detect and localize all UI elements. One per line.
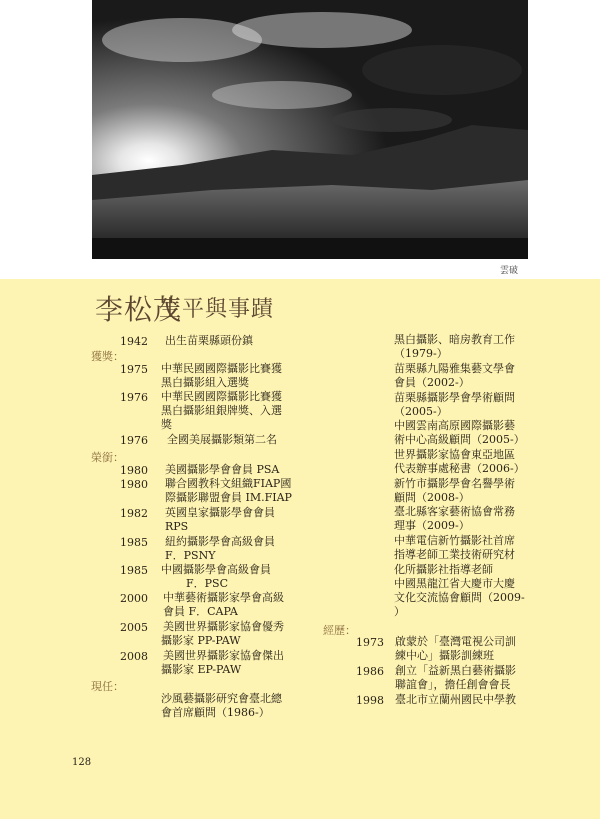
current-cont-line: 代表辦事處秘書（2006-） xyxy=(394,462,525,475)
birth-text: 出生苗栗縣頭份鎮 xyxy=(165,334,253,347)
landscape-photo xyxy=(92,0,528,259)
page-title-subtitle: 生平與事蹟 xyxy=(159,297,275,322)
experience-year: 1973 xyxy=(356,636,384,649)
current-cont-line: 理事（2009-） xyxy=(394,519,470,532)
honor-line: F．PSC xyxy=(186,577,228,590)
current-cont-line: 中國雲南高原國際攝影藝 xyxy=(394,419,515,432)
award-line: 中華民國國際攝影比賽獲 xyxy=(161,362,282,375)
current-cont-line: 苗栗縣九陽雅集藝文學會 xyxy=(394,362,515,375)
current-cont-line: 新竹市攝影學會名譽學術 xyxy=(394,477,515,490)
experience-line: 聯誼會」，擔任創會會長 xyxy=(395,678,511,691)
current-cont-line: 會員（2002-） xyxy=(394,376,470,389)
award-year: 1975 xyxy=(120,363,148,376)
honor-year: 2008 xyxy=(120,650,148,663)
honor-year: 1985 xyxy=(120,536,148,549)
current-cont-line: 苗栗縣攝影學會學術顧問 xyxy=(394,391,515,404)
page-number: 128 xyxy=(72,757,92,768)
honor-year: 2000 xyxy=(120,592,148,605)
honor-year: 1980 xyxy=(120,478,148,491)
honor-year: 1985 xyxy=(120,564,148,577)
current-cont-line: 中華電信新竹攝影社首席 xyxy=(394,534,515,547)
experience-line: 創立「益新黑白藝術攝影 xyxy=(395,664,516,677)
awards-label: 獲獎： xyxy=(91,350,124,363)
honor-year: 1982 xyxy=(120,507,148,520)
honor-line: 中華藝術攝影家學會高級 xyxy=(163,591,284,604)
experience-line: 練中心」攝影訓練班 xyxy=(395,649,494,662)
page-title-name: 李松茂 xyxy=(95,293,183,326)
award-line: 中華民國國際攝影比賽獲 xyxy=(161,390,282,403)
current-line: 沙風藝攝影研究會臺北總 xyxy=(161,692,282,705)
honor-line: 英國皇家攝影學會會員 xyxy=(165,506,275,519)
award-line: 黑白攝影組入選獎 xyxy=(161,376,249,389)
honor-line: 際攝影聯盟會員 IM.FIAP xyxy=(165,491,292,504)
honor-line: 美國世界攝影家協會傑出 xyxy=(163,649,284,662)
honor-line: 中國攝影學會高級會員 xyxy=(161,563,271,576)
honor-line: RPS xyxy=(165,520,189,533)
award-line: 獎 xyxy=(161,418,172,431)
photo-caption: 雲破 xyxy=(500,266,519,276)
award-year: 1976 xyxy=(120,391,148,404)
award-line: 全國美展攝影類第二名 xyxy=(167,433,277,446)
honor-line: 美國世界攝影家協會優秀 xyxy=(163,620,284,633)
honor-line: 紐約攝影學會高級會員 xyxy=(165,535,275,548)
award-year: 1976 xyxy=(120,434,148,447)
honor-year: 1980 xyxy=(120,464,148,477)
current-line: 會首席顧問（1986-） xyxy=(161,706,270,719)
honor-line: 美國攝影學會會員 PSA xyxy=(165,463,280,476)
current-cont-line: 術中心高級顧問（2005-） xyxy=(394,433,525,446)
current-cont-line: 世界攝影家協會東亞地區 xyxy=(394,448,515,461)
birth-year: 1942 xyxy=(120,335,148,348)
current-cont-line: 顧問（2008-） xyxy=(394,491,470,504)
experience-year: 1986 xyxy=(356,665,384,678)
landscape-photo-icon xyxy=(92,0,528,259)
current-cont-line: 文化交流協會顧問（2009- xyxy=(394,591,525,604)
current-cont-line: 中國黑龍江省大慶市大慶 xyxy=(394,577,515,590)
current-cont-line: ） xyxy=(394,605,405,618)
current-cont-line: （2005-） xyxy=(394,405,448,418)
experience-line: 臺北市立蘭州國民中學教 xyxy=(395,693,516,706)
honors-label: 榮銜： xyxy=(91,451,124,464)
experience-year: 1998 xyxy=(356,694,384,707)
experience-line: 啟蒙於「臺灣電視公司訓 xyxy=(395,635,516,648)
current-cont-line: （1979-） xyxy=(394,347,448,360)
current-cont-line: 黑白攝影、暗房教育工作 xyxy=(394,333,515,346)
current-cont-line: 指導老師工業技術研究材 xyxy=(394,548,515,561)
current-cont-line: 化所攝影社指導老師 xyxy=(394,563,493,576)
honor-line: 會員 F．CAPA xyxy=(163,605,238,618)
honor-line: 聯合國教科文組織FIAP國 xyxy=(165,477,292,490)
honor-year: 2005 xyxy=(120,621,148,634)
current-cont-line: 臺北縣客家藝術協會常務 xyxy=(394,505,515,518)
award-line: 黑白攝影組銀牌獎、入選 xyxy=(161,404,282,417)
current-label: 現任： xyxy=(91,680,124,693)
honor-line: 攝影家 PP-PAW xyxy=(161,634,241,647)
experience-label: 經歷： xyxy=(323,624,356,637)
honor-line: F．PSNY xyxy=(165,549,216,562)
honor-line: 攝影家 EP-PAW xyxy=(161,663,242,676)
